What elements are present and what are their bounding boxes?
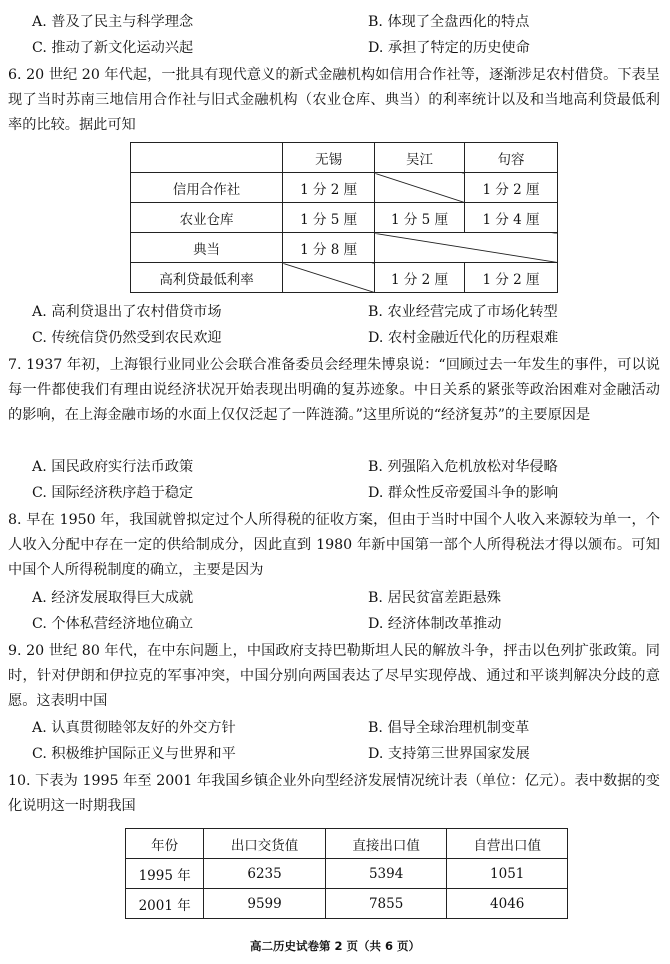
q10-cell-year: 2001 年 <box>126 889 204 919</box>
q6-row-label: 典当 <box>131 233 283 263</box>
q10-cell: 4046 <box>447 889 568 919</box>
q10-export-table <box>125 828 568 919</box>
q6-cell: 1 分 5 厘 <box>283 203 375 233</box>
q6-row-label: 高利贷最低利率 <box>131 263 283 293</box>
q5-option-b: B. 体现了全盘西化的特点 <box>368 14 530 30</box>
q8-option-b: B. 居民贫富差距悬殊 <box>368 590 501 606</box>
q10-cell: 6235 <box>204 859 326 889</box>
q9-option-a: A. 认真贯彻睦邻友好的外交方针 <box>32 720 236 736</box>
q6-cell: 1 分 8 厘 <box>283 233 375 263</box>
q6-option-b: B. 农业经营完成了市场化转型 <box>368 304 558 320</box>
q6-option-d: D. 农村金融近代化的历程艰难 <box>368 330 559 346</box>
q10-header-direct-export: 直接出口值 <box>325 829 447 859</box>
q8-option-a: A. 经济发展取得巨大成就 <box>32 590 194 606</box>
q5-option-d: D. 承担了特定的历史使命 <box>368 40 530 56</box>
q6-cell: 1 分 5 厘 <box>375 203 465 233</box>
q10-header-export-delivery: 出口交货值 <box>204 829 326 859</box>
q10-cell-year: 1995 年 <box>126 859 204 889</box>
q9-stem: 9. 20 世纪 80 年代，在中东问题上，中国政府支持巴勒斯坦人民的解放斗争，抨击以色列扩张政策。同时，针对伊朗和伊拉克的军事冲突，中国分别向两国表达了尽早实现停战、通过和平谈判解决分歧的意愿。这表明中国 <box>8 643 660 709</box>
q7-stem: 7. 1937 年初，上海银行业同业公会联合准备委员会经理朱博泉说：“回顾过去一年发生的事件，可以说每一件都使我们有理由说经济状况开始表现出明确的复苏迹象。中日关系的紧张等政治困难对金融活动的影响，在上海金融市场的水面上仅仅泛起了一阵涟漪。”这里所说的“经济复苏”的主要原因是 <box>8 357 660 423</box>
q9-option-d: D. 支持第三世界国家发展 <box>368 746 530 762</box>
q10-cell: 1051 <box>447 859 568 889</box>
q6-cell-empty <box>375 233 558 263</box>
q7-option-d: D. 群众性反帝爱国斗争的影响 <box>368 485 559 501</box>
q7-option-c: C. 国际经济秩序趋于稳定 <box>32 485 194 501</box>
q6-cell: 1 分 2 厘 <box>375 263 465 293</box>
q9-option-c: C. 积极维护国际正义与世界和平 <box>32 746 236 762</box>
q10-cell: 7855 <box>325 889 447 919</box>
q6-option-a: A. 高利贷退出了农村借贷市场 <box>32 304 222 320</box>
q6-cell: 1 分 2 厘 <box>283 173 375 203</box>
q6-header-jurong: 句容 <box>465 143 558 173</box>
q6-header-wujiang: 吴江 <box>375 143 465 173</box>
q6-interest-rate-table <box>130 142 558 293</box>
q6-option-c: C. 传统信贷仍然受到农民欢迎 <box>32 330 222 346</box>
q6-cell-empty <box>283 263 375 293</box>
q6-stem: 6. 20 世纪 20 年代起，一批具有现代意义的新式金融机构如信用合作社等，逐渐涉足农村借贷。下表呈现了当时苏南三地信用合作社与旧式金融机构（农业仓库、典当）的利率统计以及和当地高利贷最低利率的比较。据此可知 <box>8 67 660 133</box>
q6-header-wuxi: 无锡 <box>283 143 375 173</box>
q10-cell: 5394 <box>325 859 447 889</box>
q8-option-d: D. 经济体制改革推动 <box>368 616 502 632</box>
q10-header-year: 年份 <box>126 829 204 859</box>
q5-option-a: A. 普及了民主与科学理念 <box>32 14 194 30</box>
q6-cell: 1 分 4 厘 <box>465 203 558 233</box>
q9-option-b: B. 倡导全球治理机制变革 <box>368 720 530 736</box>
q6-cell-empty <box>375 173 465 203</box>
q10-cell: 9599 <box>204 889 326 919</box>
q6-cell: 1 分 2 厘 <box>465 173 558 203</box>
q7-option-a: A. 国民政府实行法币政策 <box>32 459 194 475</box>
q6-cell: 1 分 2 厘 <box>465 263 558 293</box>
q10-stem: 10. 下表为 1995 年至 2001 年我国乡镇企业外向型经济发展情况统计表（单位：亿元）。表中数据的变化说明这一时期我国 <box>8 773 660 814</box>
q6-header-blank <box>131 143 283 173</box>
q10-header-self-export: 自营出口值 <box>447 829 568 859</box>
q6-row-label: 农业仓库 <box>131 203 283 233</box>
q6-row-label: 信用合作社 <box>131 173 283 203</box>
page-footer: 高二历史试卷第 2 页（共 6 页） <box>249 939 421 953</box>
q8-option-c: C. 个体私营经济地位确立 <box>32 616 194 632</box>
q5-option-c: C. 推动了新文化运动兴起 <box>32 40 194 56</box>
q8-stem: 8. 早在 1950 年，我国就曾拟定过个人所得税的征收方案，但由于当时中国个人收入来源较为单一，个人收入分配中存在一定的供给制成分，因此直到 1980 年新中国第一部个人所得税法才得以颁布。可知中国个人所得税制度的确立，主要是因为 <box>8 512 660 578</box>
q7-option-b: B. 列强陷入危机放松对华侵略 <box>368 459 558 475</box>
